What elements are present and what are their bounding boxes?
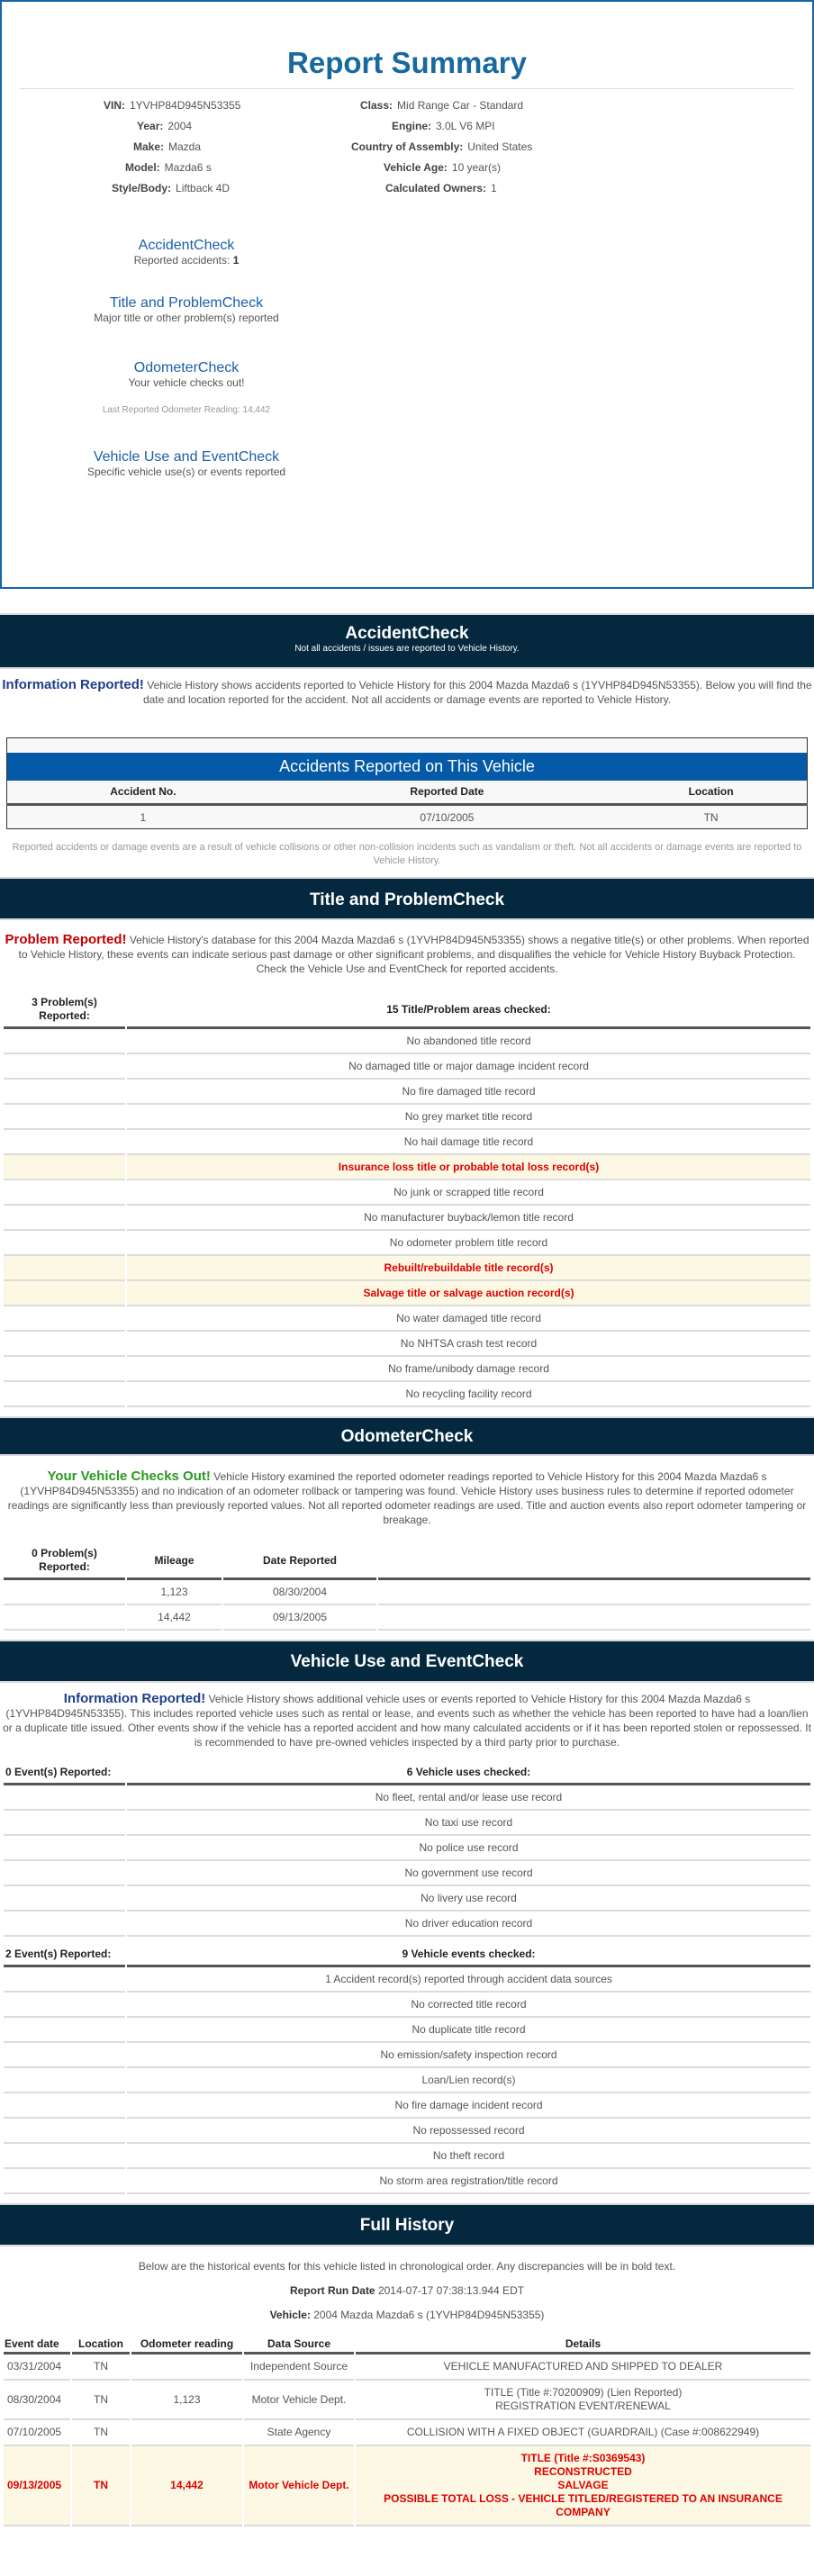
list-item bbox=[4, 1382, 810, 1407]
check-item-text: No corrected title record bbox=[127, 1993, 810, 2018]
spec-make: Make: Mazda bbox=[133, 140, 202, 153]
history-rows bbox=[4, 2355, 810, 2526]
event-date: 09/13/2005 bbox=[4, 2446, 70, 2526]
uses-checked-header: 6 Vehicle uses checked: bbox=[127, 1762, 810, 1785]
list-item bbox=[4, 1785, 810, 1811]
odometer-check-status: Your vehicle checks out! bbox=[128, 376, 245, 389]
mileage-header: Mileage bbox=[127, 1543, 222, 1580]
spec-style-body: Style/Body: Liftback 4D bbox=[112, 182, 231, 194]
history-row bbox=[4, 2381, 810, 2420]
history-row bbox=[4, 2420, 810, 2446]
list-item bbox=[4, 1231, 810, 1256]
table-row: 1 07/10/2005 TN bbox=[140, 810, 719, 824]
column-header: Reported Date bbox=[279, 781, 615, 805]
location: TN bbox=[72, 2420, 130, 2446]
title-check-status: Major title or other problem(s) reported bbox=[94, 312, 279, 324]
status-lead: Your Vehicle Checks Out! bbox=[47, 1469, 211, 1484]
list-item bbox=[4, 1811, 810, 1836]
summary-odometer-check bbox=[51, 360, 321, 415]
status-lead: Information Reported! bbox=[2, 677, 144, 692]
list-item bbox=[4, 2043, 810, 2068]
check-item-text: No fire damaged title record bbox=[127, 1080, 810, 1105]
summary-title-check bbox=[51, 295, 321, 324]
location: TN bbox=[72, 2355, 130, 2381]
check-item-text: No manufacturer buyback/lemon title record bbox=[127, 1206, 810, 1231]
check-item-text: No duplicate title record bbox=[127, 2018, 810, 2043]
event-date: 07/10/2005 bbox=[4, 2420, 70, 2446]
data-source-header: Data Source bbox=[244, 2335, 354, 2355]
spec-class: Class: Mid Range Car - Standard bbox=[360, 99, 524, 112]
odometer-check-banner bbox=[0, 1416, 814, 1456]
check-item-text: No fire damage incident record bbox=[127, 2093, 810, 2119]
title-check-intro: Problem Reported! Vehicle History's database for this 2004 Mazda Mazda6 s (1YVHP84D945N53355) shows a negative title(s) or other problems. When reported to Vehicle History, these events can indicate serious past damage or other significant problems, and disqualifies the vehicle for Vehicle History Buyback Protection. Check the Vehicle Use and EventCheck for reported accidents. bbox=[5, 932, 809, 975]
detail-line: TITLE (Title #:70200909) (Lien Reported) bbox=[484, 2386, 683, 2399]
events-reported-header: 2 Event(s) Reported: bbox=[4, 1944, 125, 1967]
accident-check-intro: Information Reported! Vehicle History shows accidents reported to Vehicle History for this 2004 Mazda Mazda6 s (1YVHP84D945N53355). Below you will find the date and location reported for the accident. Not all accidents or damage events are reported to Vehicle History. bbox=[2, 677, 812, 706]
check-item-text: No damaged title or major damage incident record bbox=[127, 1054, 810, 1080]
list-item bbox=[4, 2144, 810, 2169]
vehicle-line: Vehicle: 2004 Mazda Mazda6 s (1YVHP84D945N53355) bbox=[269, 2309, 545, 2321]
report-summary-panel bbox=[0, 0, 814, 589]
check-item-text: Salvage title or salvage auction record(s) bbox=[127, 1281, 810, 1306]
history-row bbox=[4, 2446, 810, 2526]
use-event-check-status: Specific vehicle use(s) or events reported bbox=[86, 465, 286, 478]
check-item-text: No theft record bbox=[127, 2144, 810, 2169]
problems-reported-header: 3 Problem(s) Reported: bbox=[4, 992, 125, 1029]
title-problem-check-link[interactable]: Title and ProblemCheck bbox=[109, 295, 264, 311]
spec-vehicle-age: Vehicle Age: 10 year(s) bbox=[384, 161, 501, 174]
event-date-header: Event date bbox=[4, 2335, 70, 2355]
event-details bbox=[356, 2355, 810, 2381]
check-item-text: 1 Accident record(s) reported through accident data sources bbox=[127, 1967, 810, 1993]
odometer-check-intro: Your Vehicle Checks Out! Vehicle History examined the reported odometer readings reported to Vehicle History for this 2004 Mazda Mazda6 s (1YVHP84D945N53355) and no indication of an odometer rollback or tampering was found. Vehicle History uses business rules to determine if reported odometer readings are significantly less than previously reported values. Not all reported odometer readings are used. Title and auction events also report odometer tampering or breakage. bbox=[7, 1469, 807, 1526]
check-item-text: No grey market title record bbox=[127, 1105, 810, 1130]
use-event-check-intro: Information Reported! Vehicle History shows additional vehicle uses or events reported to Vehicle History for this 2004 Mazda Mazda6 s (1YVHP84D945N53355). This includes reported vehicle uses such as rental or lease, and events such as whether the vehicle has been reported to have had a loan/lien or a duplicate title issued. Other events show if the vehicle has a reported accident and how many calculated accidents or if it has been reported stolen or repossessed. It is recommended to have pre-owned vehicles inspected by a third party prior to purchase. bbox=[3, 1691, 811, 1749]
vehicle-specs bbox=[2, 98, 812, 215]
title-items bbox=[4, 1029, 810, 1407]
location: TN bbox=[72, 2446, 130, 2526]
list-item bbox=[4, 1180, 810, 1206]
list-item bbox=[4, 1054, 810, 1080]
odometer-table bbox=[2, 1543, 812, 1631]
section-title: Vehicle Use and EventCheck bbox=[290, 1652, 524, 1671]
location-header: Location bbox=[72, 2335, 130, 2355]
spec-year: Year: 2004 bbox=[137, 120, 193, 132]
check-item-text: No abandoned title record bbox=[127, 1029, 810, 1054]
status-lead: Problem Reported! bbox=[5, 932, 127, 947]
section-title: OdometerCheck bbox=[340, 1427, 474, 1446]
accident-check-banner bbox=[0, 613, 814, 669]
use-items bbox=[4, 1785, 810, 1937]
detail-line: COLLISION WITH A FIXED OBJECT (GUARDRAIL) (Case #:008622949) bbox=[406, 2426, 760, 2438]
divider bbox=[20, 88, 794, 89]
list-item bbox=[4, 2018, 810, 2043]
list-item bbox=[4, 1967, 810, 1993]
report-run-date: Report Run Date 2014-07-17 07:38:13.944 EDT bbox=[289, 2284, 525, 2297]
check-item-text: No taxi use record bbox=[127, 1811, 810, 1836]
check-item-text: No hail damage title record bbox=[127, 1130, 810, 1155]
detail-line: VEHICLE MANUFACTURED AND SHIPPED TO DEALER bbox=[443, 2360, 723, 2373]
spec-country-of-assembly: Country of Assembly: United States bbox=[351, 140, 533, 153]
data-source: Motor Vehicle Dept. bbox=[244, 2381, 354, 2420]
event-items bbox=[4, 1967, 810, 2194]
table-caption: Accidents Reported on This Vehicle bbox=[7, 753, 808, 781]
accident-check-link[interactable]: AccidentCheck bbox=[138, 238, 235, 253]
location: TN bbox=[72, 2381, 130, 2420]
title-problem-table bbox=[2, 992, 812, 1407]
spec-engine: Engine: 3.0L V6 MPI bbox=[392, 120, 495, 132]
section-title: Title and ProblemCheck bbox=[309, 890, 505, 909]
summary-accident-check bbox=[51, 238, 321, 267]
check-item-text: No junk or scrapped title record bbox=[127, 1180, 810, 1206]
detail-line: TITLE (Title #:S0369543) bbox=[520, 2452, 646, 2464]
detail-line: RECONSTRUCTED bbox=[534, 2465, 632, 2478]
list-item bbox=[4, 1993, 810, 2018]
check-item-text: No livery use record bbox=[127, 1886, 810, 1912]
list-item bbox=[4, 1281, 810, 1306]
spec-vin: VIN: 1YVHP84D945N53355 bbox=[104, 99, 241, 112]
data-source: Motor Vehicle Dept. bbox=[244, 2446, 354, 2526]
list-item bbox=[4, 2119, 810, 2144]
list-item bbox=[4, 1029, 810, 1054]
vehicle-use-event-check-link[interactable]: Vehicle Use and EventCheck bbox=[93, 449, 280, 465]
check-item-text: No emission/safety inspection record bbox=[127, 2043, 810, 2068]
list-item bbox=[4, 1306, 810, 1332]
detail-line: POSSIBLE TOTAL LOSS - VEHICLE TITLED/REGISTERED TO AN INSURANCE COMPANY bbox=[384, 2492, 782, 2518]
check-item-text: Insurance loss title or probable total loss record(s) bbox=[127, 1155, 810, 1180]
reported-accidents-text: Reported accidents: 1 bbox=[133, 254, 240, 267]
check-item-text: No fleet, rental and/or lease use record bbox=[127, 1785, 810, 1811]
spec-model: Model: Mazda6 s bbox=[125, 161, 212, 174]
title-check-banner bbox=[0, 877, 814, 920]
event-date: 03/31/2004 bbox=[4, 2355, 70, 2381]
check-item-text: No storm area registration/title record bbox=[127, 2169, 810, 2194]
event-details bbox=[356, 2381, 810, 2420]
accident-footnote: Reported accidents or damage events are a result of vehicle collisions or other non-collision incidents such as vandalism or theft. Not all accidents or damage events are reported to Vehicle History. bbox=[12, 842, 802, 866]
problems-reported-header: 0 Problem(s) Reported: bbox=[4, 1543, 125, 1580]
table-row: 14,442 09/13/2005 bbox=[4, 1605, 810, 1631]
list-item bbox=[4, 1080, 810, 1105]
list-item bbox=[4, 1206, 810, 1231]
check-item-text: Rebuilt/rebuildable title record(s) bbox=[127, 1256, 810, 1281]
list-item bbox=[4, 1155, 810, 1180]
check-item-text: No NHTSA crash test record bbox=[127, 1332, 810, 1357]
list-item bbox=[4, 1105, 810, 1130]
check-item-text: No government use record bbox=[127, 1861, 810, 1886]
odometer-reading: 14,442 bbox=[131, 2446, 242, 2526]
date-reported-header: Date Reported bbox=[223, 1543, 376, 1580]
odometer-reading: 1,123 bbox=[131, 2381, 242, 2420]
detail-line: REGISTRATION EVENT/RENEWAL bbox=[495, 2400, 671, 2412]
areas-checked-header: 15 Title/Problem areas checked: bbox=[127, 992, 810, 1029]
list-item bbox=[4, 2093, 810, 2119]
check-item-text: No odometer problem title record bbox=[127, 1231, 810, 1256]
vehicle-events-table bbox=[2, 1944, 812, 2194]
check-item-text: Loan/Lien record(s) bbox=[127, 2068, 810, 2093]
full-history-intro: Below are the historical events for this vehicle listed in chronological order. Any discrepancies will be in bold text. bbox=[138, 2260, 676, 2273]
list-item bbox=[4, 2169, 810, 2194]
check-item-text: No police use record bbox=[127, 1836, 810, 1861]
data-source: Independent Source bbox=[244, 2355, 354, 2381]
list-item bbox=[4, 1256, 810, 1281]
list-item bbox=[4, 1861, 810, 1886]
data-source: State Agency bbox=[244, 2420, 354, 2446]
details-header: Details bbox=[356, 2335, 810, 2355]
section-title: Full History bbox=[359, 2216, 455, 2235]
list-item bbox=[4, 1130, 810, 1155]
list-item bbox=[4, 1886, 810, 1912]
last-odometer-reading: Last Reported Odometer Reading: 14,442 bbox=[102, 405, 271, 415]
odometer-reading bbox=[131, 2420, 242, 2446]
event-details bbox=[356, 2446, 810, 2526]
column-header: Accident No. bbox=[7, 781, 279, 805]
odometer-check-link[interactable]: OdometerCheck bbox=[133, 360, 240, 375]
vehicle-uses-table bbox=[2, 1762, 812, 1937]
history-row bbox=[4, 2355, 810, 2381]
check-item-text: No driver education record bbox=[127, 1912, 810, 1937]
odometer-reading bbox=[131, 2355, 242, 2381]
check-item-text: No recycling facility record bbox=[127, 1382, 810, 1407]
full-history-table bbox=[2, 2335, 812, 2526]
section-subtitle: Not all accidents / issues are reported to Vehicle History. bbox=[294, 644, 520, 654]
odometer-header: Odometer reading bbox=[131, 2335, 242, 2355]
use-event-check-banner bbox=[0, 1640, 814, 1683]
section-title: AccidentCheck bbox=[345, 624, 469, 643]
event-details bbox=[356, 2420, 810, 2446]
spec-calculated-owners: Calculated Owners: 1 bbox=[385, 182, 497, 194]
status-lead: Information Reported! bbox=[63, 1691, 206, 1706]
list-item bbox=[4, 1357, 810, 1382]
accidents-table bbox=[6, 737, 808, 829]
list-item bbox=[4, 1912, 810, 1937]
check-item-text: No frame/unibody damage record bbox=[127, 1357, 810, 1382]
event-date: 08/30/2004 bbox=[4, 2381, 70, 2420]
full-history-banner bbox=[0, 2203, 814, 2246]
list-item bbox=[4, 2068, 810, 2093]
check-item-text: No water damaged title record bbox=[127, 1306, 810, 1332]
check-item-text: No repossessed record bbox=[127, 2119, 810, 2144]
list-item bbox=[4, 1332, 810, 1357]
page-title: Report Summary bbox=[287, 46, 527, 79]
uses-reported-header: 0 Event(s) Reported: bbox=[4, 1762, 125, 1785]
table-row: 1,123 08/30/2004 bbox=[4, 1580, 810, 1605]
blank-header bbox=[378, 1543, 810, 1580]
list-item bbox=[4, 1836, 810, 1861]
detail-line: SALVAGE bbox=[557, 2479, 609, 2491]
events-checked-header: 9 Vehicle events checked: bbox=[127, 1944, 810, 1967]
summary-use-event-check bbox=[51, 449, 321, 478]
column-header: Location bbox=[615, 781, 807, 805]
